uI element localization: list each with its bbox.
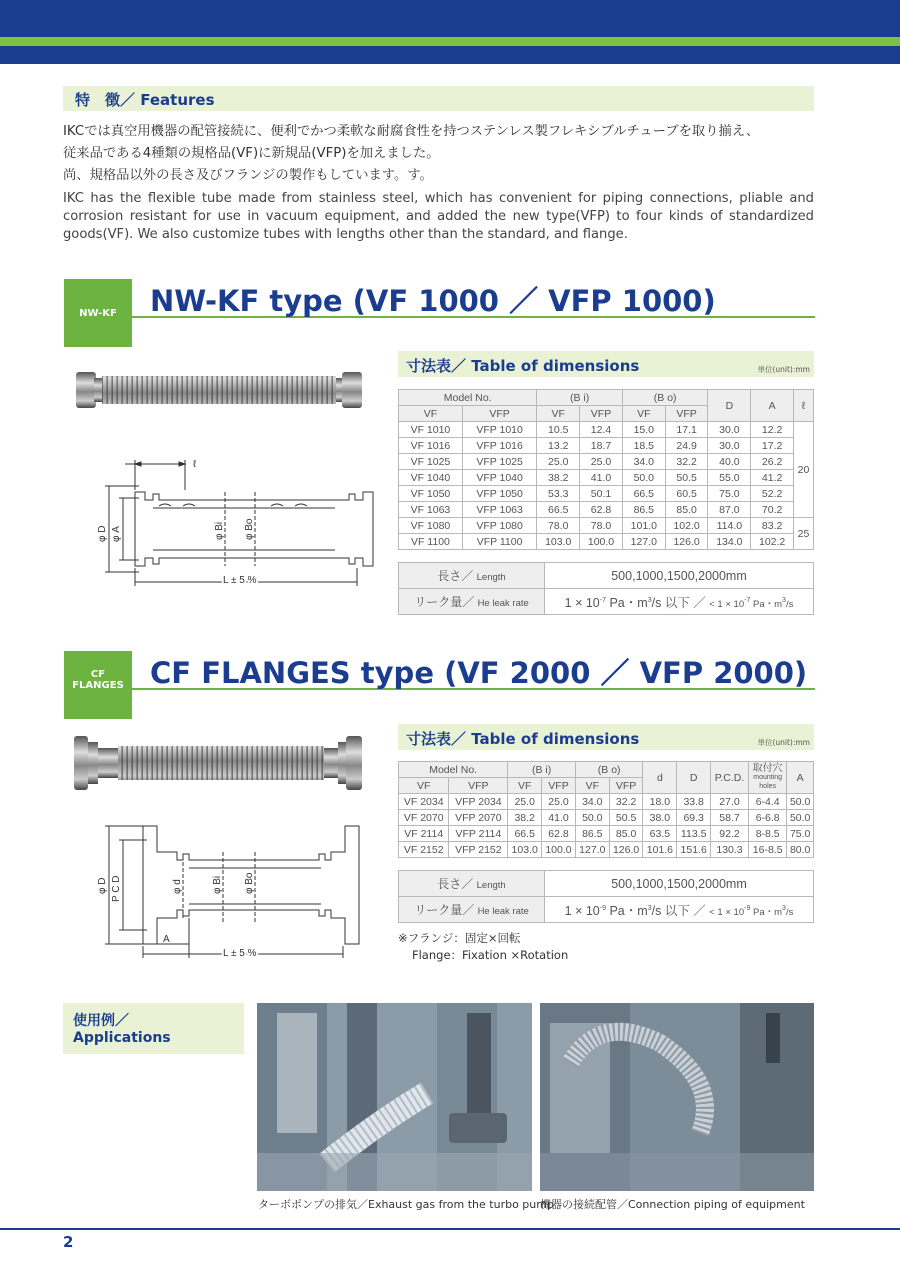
table-cell: 18.5 — [622, 438, 665, 454]
table-cell: 27.0 — [711, 794, 749, 810]
table-cell: 83.2 — [751, 518, 794, 534]
flange-note-en: Flange：Fixation ×Rotation — [412, 948, 569, 962]
table-cell: 62.8 — [580, 502, 623, 518]
table-cell: 101.0 — [622, 518, 665, 534]
features-en-text: IKC has the flexible tube made from stainless steel, which has convenient for piping connections, pliable and corrosion resistant for use in vacuum equipment, and added the new type(VFP) to four kinds of standardized goods(VF). We also customize tubes with lengths other than the standard, and flange. — [63, 191, 814, 242]
header-A: A — [751, 390, 794, 422]
table-cell: 126.0 — [609, 842, 643, 858]
nwkf-dim-heading: 寸法表／ Table of dimensions — [406, 357, 640, 375]
table-cell: 52.2 — [751, 486, 794, 502]
table-cell: 113.5 — [677, 826, 711, 842]
header-vf: VF — [575, 778, 609, 794]
table-cell: 34.0 — [575, 794, 609, 810]
table-cell: 102.0 — [665, 518, 708, 534]
header-bi: (B i) — [537, 390, 623, 406]
table-cell: 55.0 — [708, 470, 751, 486]
table-cell: VFP 1063 — [462, 502, 537, 518]
header-A: A — [787, 762, 814, 794]
leak-value: $1 \times 10^{-7}$ Pa・$m^3/s$ 以下 ／ < $1 \times 10^{-7}$ Pa・$m^3/s$ — [545, 589, 814, 615]
table-cell: 134.0 — [708, 534, 751, 550]
table-cell: 25.0 — [542, 794, 576, 810]
table-row — [399, 810, 814, 826]
table-row — [399, 502, 814, 518]
footer-rule — [0, 1228, 900, 1230]
table-cell: 50.0 — [787, 794, 814, 810]
header-bo: (B o) — [575, 762, 643, 778]
table-cell: VF 1016 — [399, 438, 463, 454]
cf-dim-heading-bar — [398, 724, 814, 750]
header-vfp: VFP — [449, 778, 508, 794]
table-cell: 101.6 — [643, 842, 677, 858]
table-cell: VFP 1100 — [462, 534, 537, 550]
header-vfp: VFP — [580, 406, 623, 422]
table-cell: 62.8 — [542, 826, 576, 842]
nwkf-dim-A: φ A — [111, 526, 122, 542]
header-vf: VF — [622, 406, 665, 422]
table-cell: 30.0 — [708, 422, 751, 438]
table-cell: 100.0 — [542, 842, 576, 858]
leak-label-cell: リーク量／ He leak rate — [399, 589, 545, 615]
table-row — [399, 842, 814, 858]
table-cell: 25.0 — [508, 794, 542, 810]
header-stripe — [0, 37, 900, 46]
table-cell: 75.0 — [708, 486, 751, 502]
table-cell: 151.6 — [677, 842, 711, 858]
table-cell: 85.0 — [609, 826, 643, 842]
table-cell: VF 1025 — [399, 454, 463, 470]
table-cell: 66.5 — [537, 502, 580, 518]
header-pcd: P.C.D. — [711, 762, 749, 794]
table-cell: 32.2 — [665, 454, 708, 470]
header-vf: VF — [399, 778, 449, 794]
table-cell: 63.5 — [643, 826, 677, 842]
table-cell: VF 1063 — [399, 502, 463, 518]
nwkf-tube-photo — [68, 360, 370, 420]
header-vfp: VFP — [542, 778, 576, 794]
table-cell: 80.0 — [787, 842, 814, 858]
table-cell: VF 2114 — [399, 826, 449, 842]
length-label-cell: 長さ／ Length — [399, 563, 545, 589]
nwkf-dim-l: ℓ — [193, 459, 197, 470]
table-cell: 86.5 — [622, 502, 665, 518]
page-number: 2 — [63, 1233, 74, 1251]
jp-line: IKCでは真空用機器の配管接続に、便利でかつ柔軟な耐腐食性を持つステンレス製フレキシブルチューブを取り揃え、 — [63, 124, 760, 139]
table-cell: 92.2 — [711, 826, 749, 842]
table-cell: 85.0 — [665, 502, 708, 518]
table-cell: VFP 1016 — [462, 438, 537, 454]
table-cell: 40.0 — [708, 454, 751, 470]
table-cell: 24.9 — [665, 438, 708, 454]
table-cell: 38.2 — [508, 810, 542, 826]
table-cell: VFP 2070 — [449, 810, 508, 826]
table-cell: 66.5 — [508, 826, 542, 842]
table-cell: 17.1 — [665, 422, 708, 438]
cf-dim-Bi: φ Bi — [212, 875, 223, 894]
table-cell: 127.0 — [575, 842, 609, 858]
header-bar — [0, 0, 900, 64]
table-cell: 6-6.8 — [748, 810, 786, 826]
table-cell: VF 1010 — [399, 422, 463, 438]
table-cell: 103.0 — [508, 842, 542, 858]
cf-unit: 単位(unit):mm — [757, 738, 810, 747]
header-l: ℓ — [794, 390, 814, 422]
table-cell: VFP 2114 — [449, 826, 508, 842]
table-cell: VF 2070 — [399, 810, 449, 826]
applications-heading-jp: 使用例／ — [73, 1013, 129, 1029]
features-jp-text — [63, 121, 823, 187]
table-cell: VFP 1040 — [462, 470, 537, 486]
cf-title: CF FLANGES type (VF 2000 ／ VFP 2000) — [150, 656, 808, 690]
table-cell: 87.0 — [708, 502, 751, 518]
table-cell: 66.5 — [622, 486, 665, 502]
flange-note — [398, 930, 568, 964]
table-cell: 18.7 — [580, 438, 623, 454]
header-bo: (B o) — [622, 390, 708, 406]
table-cell: 41.2 — [751, 470, 794, 486]
nwkf-title: NW-KF type (VF 1000 ／ VFP 1000) — [150, 284, 716, 318]
nwkf-dim-L: L ± 5 % — [223, 575, 257, 586]
cf-dim-heading: 寸法表／ Table of dimensions — [406, 730, 640, 748]
header-model: Model No. — [399, 390, 537, 406]
table-row — [399, 486, 814, 502]
table-cell: 60.5 — [665, 486, 708, 502]
table-cell: 8-8.5 — [748, 826, 786, 842]
table-cell: 50.5 — [665, 470, 708, 486]
table-row — [399, 470, 814, 486]
table-cell: VFP 1025 — [462, 454, 537, 470]
header-vfp: VFP — [462, 406, 537, 422]
table-cell: 26.2 — [751, 454, 794, 470]
header-d: d — [643, 762, 677, 794]
table-cell: 25.0 — [537, 454, 580, 470]
table-cell: 16-8.5 — [748, 842, 786, 858]
table-cell: 6-4.4 — [748, 794, 786, 810]
header-D: D — [708, 390, 751, 422]
jp-line: 尚、規格品以外の長さ及びフランジの製作もしています。す。 — [63, 168, 433, 183]
table-cell: 41.0 — [580, 470, 623, 486]
table-cell: 50.1 — [580, 486, 623, 502]
application-photo-connection-piping — [540, 1003, 814, 1191]
table-cell: 13.2 — [537, 438, 580, 454]
header-vf: VF — [399, 406, 463, 422]
cf-dim-D: φ D — [97, 877, 108, 894]
cf-dim-d: φ d — [172, 879, 183, 894]
caption-turbo-pump: ターボポンプの排気／Exhaust gas from the turbo pump — [258, 1198, 554, 1211]
table-cell: VF 2152 — [399, 842, 449, 858]
nwkf-technical-drawing — [95, 452, 375, 592]
l-value-cell: 20 — [794, 422, 814, 518]
features-heading: 特 徴／ Features — [75, 91, 215, 109]
application-photo-turbo-pump — [257, 1003, 532, 1191]
table-cell: 86.5 — [575, 826, 609, 842]
table-cell: 50.0 — [575, 810, 609, 826]
table-cell: 30.0 — [708, 438, 751, 454]
nwkf-dim-D: φ D — [97, 525, 108, 542]
table-cell: 130.3 — [711, 842, 749, 858]
leak-label-cell: リーク量／ He leak rate — [399, 897, 545, 923]
table-cell: 12.4 — [580, 422, 623, 438]
table-cell: VF 1040 — [399, 470, 463, 486]
cf-spec-table — [398, 870, 814, 923]
nwkf-spec-table — [398, 562, 814, 615]
table-cell: VF 2034 — [399, 794, 449, 810]
cf-dim-Bo: φ Bo — [244, 872, 255, 894]
header-vf: VF — [537, 406, 580, 422]
table-row — [399, 518, 814, 534]
length-label-cell: 長さ／ Length — [399, 871, 545, 897]
table-cell: 53.3 — [537, 486, 580, 502]
header-vfp: VFP — [665, 406, 708, 422]
length-value: 500,1000,1500,2000mm — [545, 871, 814, 897]
table-cell: 78.0 — [580, 518, 623, 534]
cf-tag: CF FLANGES — [64, 651, 132, 719]
table-cell: VF 1080 — [399, 518, 463, 534]
nwkf-dim-heading-bar — [398, 351, 814, 377]
table-row — [399, 422, 814, 438]
header-vfp: VFP — [609, 778, 643, 794]
applications-heading-en: Applications — [73, 1030, 171, 1046]
cf-dimensions-table — [398, 761, 814, 858]
leak-value: $1 \times 10^{-9}$ Pa・$m^3/s$ 以下 ／ < $1 \times 10^{-9}$ Pa・$m^3/s$ — [545, 897, 814, 923]
cf-technical-drawing — [95, 822, 375, 962]
nwkf-dimensions-table — [398, 389, 814, 550]
nwkf-tag: NW-KF — [64, 279, 132, 347]
table-cell: 33.8 — [677, 794, 711, 810]
table-cell: 50.0 — [787, 810, 814, 826]
table-cell: VFP 1010 — [462, 422, 537, 438]
table-cell: 78.0 — [537, 518, 580, 534]
table-cell: 10.5 — [537, 422, 580, 438]
table-cell: VF 1050 — [399, 486, 463, 502]
cf-tube-photo — [68, 728, 370, 798]
table-cell: 34.0 — [622, 454, 665, 470]
table-cell: 69.3 — [677, 810, 711, 826]
applications-heading-bar — [63, 1003, 244, 1054]
header-bi: (B i) — [508, 762, 576, 778]
cf-dim-PCD: P C D — [111, 875, 122, 902]
table-cell: 100.0 — [580, 534, 623, 550]
table-cell: 25.0 — [580, 454, 623, 470]
table-cell: 38.2 — [537, 470, 580, 486]
features-heading-bar — [63, 86, 814, 111]
header-D: D — [677, 762, 711, 794]
table-cell: 102.2 — [751, 534, 794, 550]
nwkf-dim-Bo: φ Bo — [244, 518, 255, 540]
table-cell: VFP 2152 — [449, 842, 508, 858]
l-value-cell: 25 — [794, 518, 814, 550]
nwkf-dim-Bi: φ Bi — [214, 521, 225, 540]
table-cell: VFP 1050 — [462, 486, 537, 502]
table-cell: 50.5 — [609, 810, 643, 826]
table-cell: VFP 1080 — [462, 518, 537, 534]
table-cell: 32.2 — [609, 794, 643, 810]
caption-connection-piping: 機器の接続配管／Connection piping of equipment — [540, 1198, 805, 1211]
nwkf-unit: 単位(unit):mm — [757, 365, 810, 374]
table-cell: 70.2 — [751, 502, 794, 518]
table-row — [399, 438, 814, 454]
table-row — [399, 534, 814, 550]
cf-dim-L: L ± 5 % — [223, 948, 257, 959]
cf-dim-A: A — [163, 934, 170, 945]
header-model: Model No. — [399, 762, 508, 778]
table-cell: 38.0 — [643, 810, 677, 826]
table-cell: 17.2 — [751, 438, 794, 454]
table-cell: 18.0 — [643, 794, 677, 810]
header-holes: 取付穴 mounting holes — [748, 762, 786, 794]
header-vf: VF — [508, 778, 542, 794]
length-value: 500,1000,1500,2000mm — [545, 563, 814, 589]
jp-line: 従来品である4種類の規格品(VF)に新規品(VFP)を加えました。 — [63, 146, 440, 161]
table-cell: 103.0 — [537, 534, 580, 550]
table-cell: VF 1100 — [399, 534, 463, 550]
table-cell: 41.0 — [542, 810, 576, 826]
table-row — [399, 826, 814, 842]
table-cell: 50.0 — [622, 470, 665, 486]
table-cell: 12.2 — [751, 422, 794, 438]
table-cell: VFP 2034 — [449, 794, 508, 810]
table-cell: 114.0 — [708, 518, 751, 534]
table-cell: 126.0 — [665, 534, 708, 550]
table-cell: 58.7 — [711, 810, 749, 826]
table-cell: 127.0 — [622, 534, 665, 550]
table-cell: 75.0 — [787, 826, 814, 842]
flange-note-jp: ※フランジ：固定×回転 — [398, 931, 521, 945]
table-cell: 15.0 — [622, 422, 665, 438]
table-row — [399, 794, 814, 810]
table-row — [399, 454, 814, 470]
